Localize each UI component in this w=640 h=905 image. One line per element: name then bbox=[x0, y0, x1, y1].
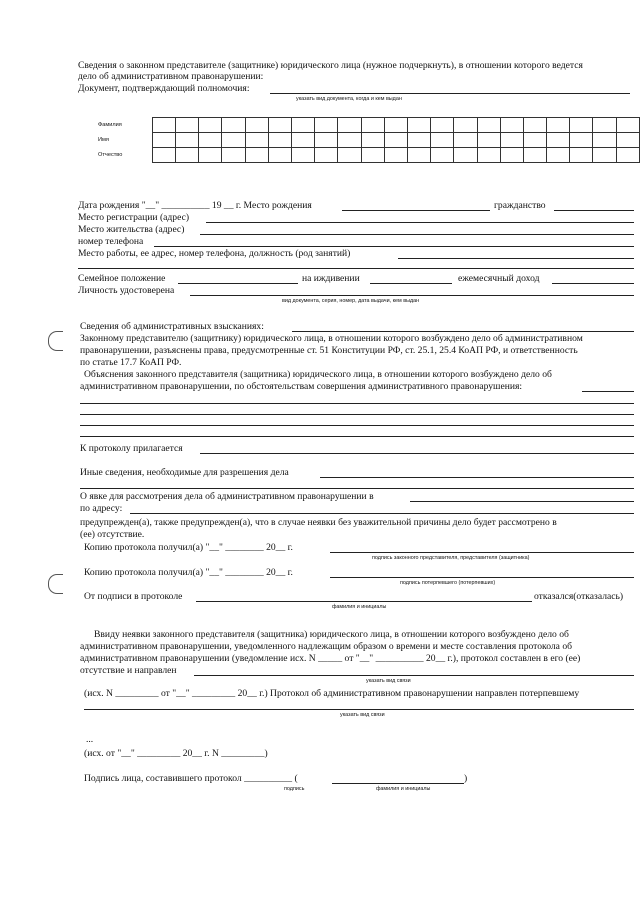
name-grid-cell[interactable] bbox=[152, 148, 175, 163]
name-grid-cell[interactable] bbox=[454, 148, 477, 163]
explanation-field-4[interactable] bbox=[80, 436, 634, 437]
punch-hole-bottom bbox=[48, 574, 63, 594]
name-grid-cell[interactable] bbox=[500, 118, 523, 133]
income-label: ежемесячный доход bbox=[458, 273, 540, 284]
registration-label: Место регистрации (адрес) bbox=[78, 212, 190, 223]
name-grid-cell[interactable] bbox=[245, 148, 268, 163]
absence-line-3: административном правонарушении (уведомление исх. N _____ от "__" __________ 20__ г.), протокол составлен в его (ее) bbox=[80, 653, 581, 664]
signature-name-field[interactable] bbox=[332, 783, 464, 784]
name-grid-cell[interactable] bbox=[523, 133, 546, 148]
copy-signature-2[interactable] bbox=[330, 577, 634, 578]
name-grid-cell[interactable] bbox=[152, 133, 175, 148]
signature-name-hint: фамилия и инициалы bbox=[376, 786, 431, 792]
absence-comm-hint: указать вид связи bbox=[366, 678, 411, 684]
phone-label: номер телефона bbox=[78, 236, 144, 247]
other-info-field[interactable] bbox=[320, 477, 634, 478]
name-grid-cell[interactable] bbox=[593, 118, 616, 133]
refused-suffix: отказался(отказалась) bbox=[534, 591, 624, 602]
refused-hint: фамилия и инициалы bbox=[332, 604, 387, 610]
copy-signature-1[interactable] bbox=[330, 552, 634, 553]
appearance-place-field[interactable] bbox=[410, 501, 634, 502]
absence-comm-field[interactable] bbox=[194, 675, 634, 676]
name-grid-cell[interactable] bbox=[176, 148, 199, 163]
name-grid-cell[interactable] bbox=[570, 148, 593, 163]
authority-doc-label: Документ, подтверждающий полномочия: bbox=[78, 83, 250, 94]
header-line-1: Сведения о законном представителе (защитнике) юридического лица (нужное подчеркнуть), в отношении которого ведется bbox=[78, 60, 583, 71]
name-grid-cell[interactable] bbox=[523, 148, 546, 163]
rights-line-1: Законному представителю (защитнику) юридического лица, в отношении которого возбуждено дело об административном bbox=[80, 333, 583, 344]
name-grid-cell[interactable] bbox=[268, 133, 291, 148]
name-grid-cell[interactable] bbox=[176, 133, 199, 148]
appearance-address-field[interactable] bbox=[130, 513, 634, 514]
name-grid-cell[interactable] bbox=[384, 118, 407, 133]
explanation-line-2: административном правонарушении, по обстоятельствам совершения административного правонарушения: bbox=[80, 381, 523, 392]
outgoing-ref: (исх. от "__" _________ 20__ г. N _________) bbox=[84, 748, 268, 759]
penalties-label: Сведения об административных взысканиях: bbox=[80, 321, 264, 332]
name-grid-cell[interactable] bbox=[570, 133, 593, 148]
name-grid bbox=[96, 117, 640, 163]
name-grid-cell[interactable] bbox=[547, 148, 570, 163]
authority-doc-field[interactable] bbox=[270, 93, 630, 94]
birth-line: Дата рождения "__" __________ 19 __ г. Место рождения bbox=[78, 200, 312, 211]
name-grid-cell[interactable] bbox=[384, 148, 407, 163]
explanation-field-3[interactable] bbox=[80, 425, 634, 426]
phone-field[interactable] bbox=[154, 246, 634, 247]
income-field[interactable] bbox=[552, 283, 634, 284]
rights-line-2: правонарушении, разъяснены права, предусмотренные ст. 51 Конституции РФ, ст. 25.1, 25.4 КоАП РФ, и ответственность bbox=[80, 345, 578, 356]
name-grid-cell[interactable] bbox=[454, 118, 477, 133]
name-grid-cell[interactable] bbox=[477, 133, 500, 148]
citizenship-label: гражданство bbox=[494, 200, 546, 211]
name-grid-cell[interactable] bbox=[431, 148, 454, 163]
signature-close: ) bbox=[464, 773, 468, 784]
copy-received-2: Копию протокола получил(а) "__" ________ 20__ г. bbox=[84, 567, 293, 578]
name-grid-label: Имя bbox=[98, 137, 109, 143]
name-grid-cell[interactable] bbox=[315, 148, 338, 163]
name-grid-row bbox=[96, 148, 640, 163]
name-grid-cell[interactable] bbox=[547, 118, 570, 133]
name-grid-cell[interactable] bbox=[222, 118, 245, 133]
refused-label: От подписи в протоколе bbox=[84, 591, 183, 602]
name-grid-cell[interactable] bbox=[338, 133, 361, 148]
name-grid-cell[interactable] bbox=[222, 133, 245, 148]
name-grid-cell[interactable] bbox=[547, 133, 570, 148]
authority-doc-hint: указать вид документа, когда и кем выдан bbox=[296, 96, 402, 102]
name-grid-cell[interactable] bbox=[315, 133, 338, 148]
punch-hole-top bbox=[48, 331, 63, 351]
sent-field[interactable] bbox=[84, 709, 634, 710]
name-grid-cell[interactable] bbox=[199, 118, 222, 133]
family-label: Семейное положение bbox=[78, 273, 166, 284]
work-field-2[interactable] bbox=[78, 268, 634, 269]
name-grid-cell[interactable] bbox=[616, 148, 639, 163]
copy-received-1: Копию протокола получил(а) "__" ________ 20__ г. bbox=[84, 542, 293, 553]
residence-label: Место жительства (адрес) bbox=[78, 224, 185, 235]
name-grid-row bbox=[96, 118, 640, 133]
refused-name-field[interactable] bbox=[196, 601, 532, 602]
name-grid-label: Фамилия bbox=[98, 122, 122, 128]
name-grid-cell[interactable] bbox=[431, 118, 454, 133]
name-grid-cell[interactable] bbox=[361, 133, 384, 148]
copy-hint-2: подпись потерпевшего (потерпевших) bbox=[400, 580, 496, 586]
signature-label: Подпись лица, составившего протокол __________ ( bbox=[84, 773, 298, 784]
name-grid-cell[interactable] bbox=[199, 148, 222, 163]
work-label: Место работы, ее адрес, номер телефона, должность (род занятий) bbox=[78, 248, 351, 259]
warned-line-2: (ее) отсутствие. bbox=[80, 529, 145, 540]
explanation-field-0[interactable] bbox=[582, 391, 634, 392]
name-grid-cell[interactable] bbox=[523, 118, 546, 133]
attached-label: К протоколу прилагается bbox=[80, 443, 183, 454]
other-info-field-2[interactable] bbox=[80, 488, 634, 489]
name-grid-cell[interactable] bbox=[477, 118, 500, 133]
name-grid-cell[interactable] bbox=[292, 148, 315, 163]
name-grid-cell[interactable] bbox=[315, 118, 338, 133]
name-grid-cell[interactable] bbox=[407, 118, 430, 133]
birth-place-field[interactable] bbox=[342, 210, 490, 211]
appearance-line-1: О явке для рассмотрения дела об административном правонарушении в bbox=[80, 491, 374, 502]
explanation-field-1[interactable] bbox=[80, 403, 634, 404]
name-grid-cell[interactable] bbox=[268, 148, 291, 163]
dependents-label: на иждивении bbox=[302, 273, 360, 284]
name-grid-cell[interactable] bbox=[384, 133, 407, 148]
name-grid-cell[interactable] bbox=[292, 133, 315, 148]
name-grid-cell[interactable] bbox=[454, 133, 477, 148]
name-grid-cell[interactable] bbox=[500, 133, 523, 148]
other-info-label: Иные сведения, необходимые для разрешения дела bbox=[80, 467, 289, 478]
rights-line-3: по статье 17.7 КоАП РФ. bbox=[80, 357, 182, 368]
warned-line-1: предупрежден(а), также предупрежден(а), что в случае неявки без уважительной причины дело будет рассмотрено в bbox=[80, 517, 557, 528]
name-grid-cell[interactable] bbox=[338, 118, 361, 133]
name-grid-cell[interactable] bbox=[152, 118, 175, 133]
name-grid-cell[interactable] bbox=[431, 133, 454, 148]
name-grid-cell[interactable] bbox=[245, 118, 268, 133]
sent-line: (исх. N _________ от "__" _________ 20__ г.) Протокол об административном правонарушении направлен потерпевшему bbox=[84, 688, 580, 699]
ellipsis: ... bbox=[86, 734, 94, 745]
name-grid-cell[interactable] bbox=[616, 133, 639, 148]
name-grid-cell[interactable] bbox=[338, 148, 361, 163]
residence-field[interactable] bbox=[200, 234, 634, 235]
header-line-2: дело об административном правонарушении: bbox=[78, 71, 264, 82]
name-grid-cell[interactable] bbox=[199, 133, 222, 148]
absence-line-4: отсутствие и направлен bbox=[80, 665, 177, 676]
identity-hint: вид документа, серия, номер, дата выдачи, кем выдан bbox=[282, 298, 420, 304]
registration-field[interactable] bbox=[206, 222, 634, 223]
identity-label: Личность удостоверена bbox=[78, 285, 175, 296]
name-grid-cell[interactable] bbox=[477, 148, 500, 163]
explanation-field-2[interactable] bbox=[80, 414, 634, 415]
attached-field[interactable] bbox=[200, 453, 634, 454]
name-grid-cell[interactable] bbox=[245, 133, 268, 148]
appearance-address-label: по адресу: bbox=[80, 503, 123, 514]
name-grid-cell[interactable] bbox=[176, 118, 199, 133]
name-grid-label: Отчество bbox=[98, 152, 123, 158]
name-grid-cell[interactable] bbox=[593, 148, 616, 163]
name-grid-cell[interactable] bbox=[268, 118, 291, 133]
explanation-line-1: Объяснения законного представителя (защитника) юридического лица, в отношении которого возбуждено дело об bbox=[84, 369, 552, 380]
work-field-1[interactable] bbox=[398, 258, 634, 259]
sent-hint: указать вид связи bbox=[340, 712, 385, 718]
name-grid-cell[interactable] bbox=[222, 148, 245, 163]
name-grid-cell[interactable] bbox=[407, 148, 430, 163]
name-grid-cell[interactable] bbox=[361, 148, 384, 163]
citizenship-field[interactable] bbox=[554, 210, 634, 211]
name-grid-row bbox=[96, 133, 640, 148]
dependents-field[interactable] bbox=[370, 283, 452, 284]
identity-field[interactable] bbox=[190, 295, 634, 296]
copy-hint-1: подпись законного представителя, представителя (защитника) bbox=[372, 555, 530, 561]
absence-line-1: Ввиду неявки законного представителя (защитника) юридического лица, в отношении которого возбуждено дело об bbox=[94, 629, 569, 640]
penalties-field[interactable] bbox=[292, 331, 634, 332]
name-grid-cell[interactable] bbox=[593, 133, 616, 148]
name-grid-cell[interactable] bbox=[500, 148, 523, 163]
name-grid-cell[interactable] bbox=[616, 118, 639, 133]
family-field[interactable] bbox=[178, 283, 298, 284]
name-grid-cell[interactable] bbox=[361, 118, 384, 133]
absence-line-2: административном правонарушении, уведомленного надлежащим образом о времени и месте составления протокола об bbox=[80, 641, 572, 652]
name-grid-cell[interactable] bbox=[292, 118, 315, 133]
name-grid-cell[interactable] bbox=[407, 133, 430, 148]
name-grid-cell[interactable] bbox=[570, 118, 593, 133]
signature-hint: подпись bbox=[284, 786, 305, 792]
